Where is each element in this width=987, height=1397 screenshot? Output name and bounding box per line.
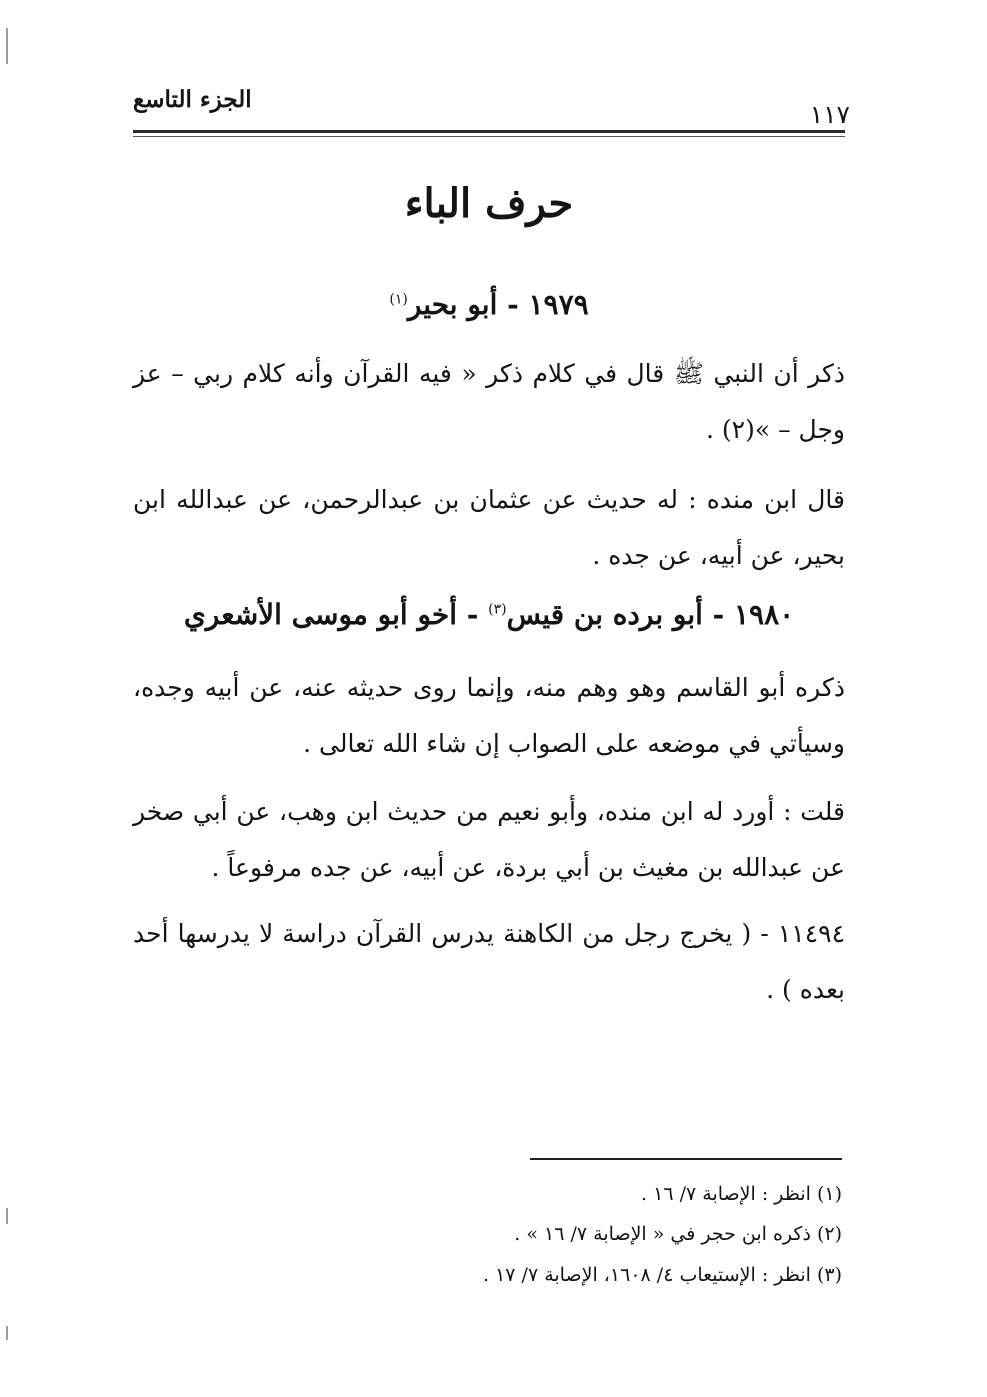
footnote-divider: [530, 1158, 842, 1160]
footnote-ref: (١): [389, 291, 408, 308]
footnote-ref: (٣): [488, 601, 507, 618]
paragraph: قلت : أورد له ابن منده، وأبو نعيم من حديث ابن وهب، عن أبي صخر عن عبدالله بن مغيث بن أبي بردة، عن أبيه، عن جده مرفوعاً .: [133, 797, 845, 882]
footnote: (٢) ذكره ابن حجر في « الإصابة ٧/ ١٦ » .: [514, 1223, 842, 1245]
page-number: ١١٧: [809, 100, 850, 129]
footnote: (٣) انظر : الإستيعاب ٤/ ١٦٠٨، الإصابة ٧/ ١٧ .: [482, 1264, 842, 1286]
entry-title-text: - أخو أبو موسى الأشعري: [183, 598, 479, 631]
paragraph: ذكر أن النبي ﷺ قال في كلام ذكر « فيه القرآن وأنه كلام ربي – عز وجل – »(٢) .: [133, 359, 845, 444]
entry-title: [133, 598, 845, 631]
header-divider: [133, 130, 845, 133]
footnote: (١) انظر : الإصابة ٧/ ١٦ .: [641, 1183, 842, 1205]
scan-edge-mark: [6, 1208, 8, 1224]
scan-edge-mark: [6, 28, 8, 64]
running-title: الجزء التاسع: [133, 86, 252, 113]
chapter-title: حرف الباء: [404, 180, 574, 227]
paragraph: ذكره أبو القاسم وهو وهم منه، وإنما روى حديثه عنه، عن أبيه وجده، وسيأتي في موضعه على الصواب إن شاء الله تعالى .: [133, 673, 845, 758]
paragraph: قال ابن منده : له حديث عن عثمان بن عبدالرحمن، عن عبدالله ابن بحير، عن أبيه، عن جده .: [133, 485, 845, 570]
paragraph: ١١٤٩٤ - ( يخرج رجل من الكاهنة يدرس القرآن دراسة لا يدرسها أحد بعده ) .: [133, 919, 845, 1004]
entry-title-text: ١٩٨٠ - أبو برده بن قيس: [506, 598, 795, 631]
scan-edge-mark: [6, 1326, 8, 1340]
entry-title-text: ١٩٧٩ - أبو بحير: [407, 288, 589, 321]
entry-title: [133, 288, 845, 321]
header-divider-thin: [133, 136, 845, 137]
